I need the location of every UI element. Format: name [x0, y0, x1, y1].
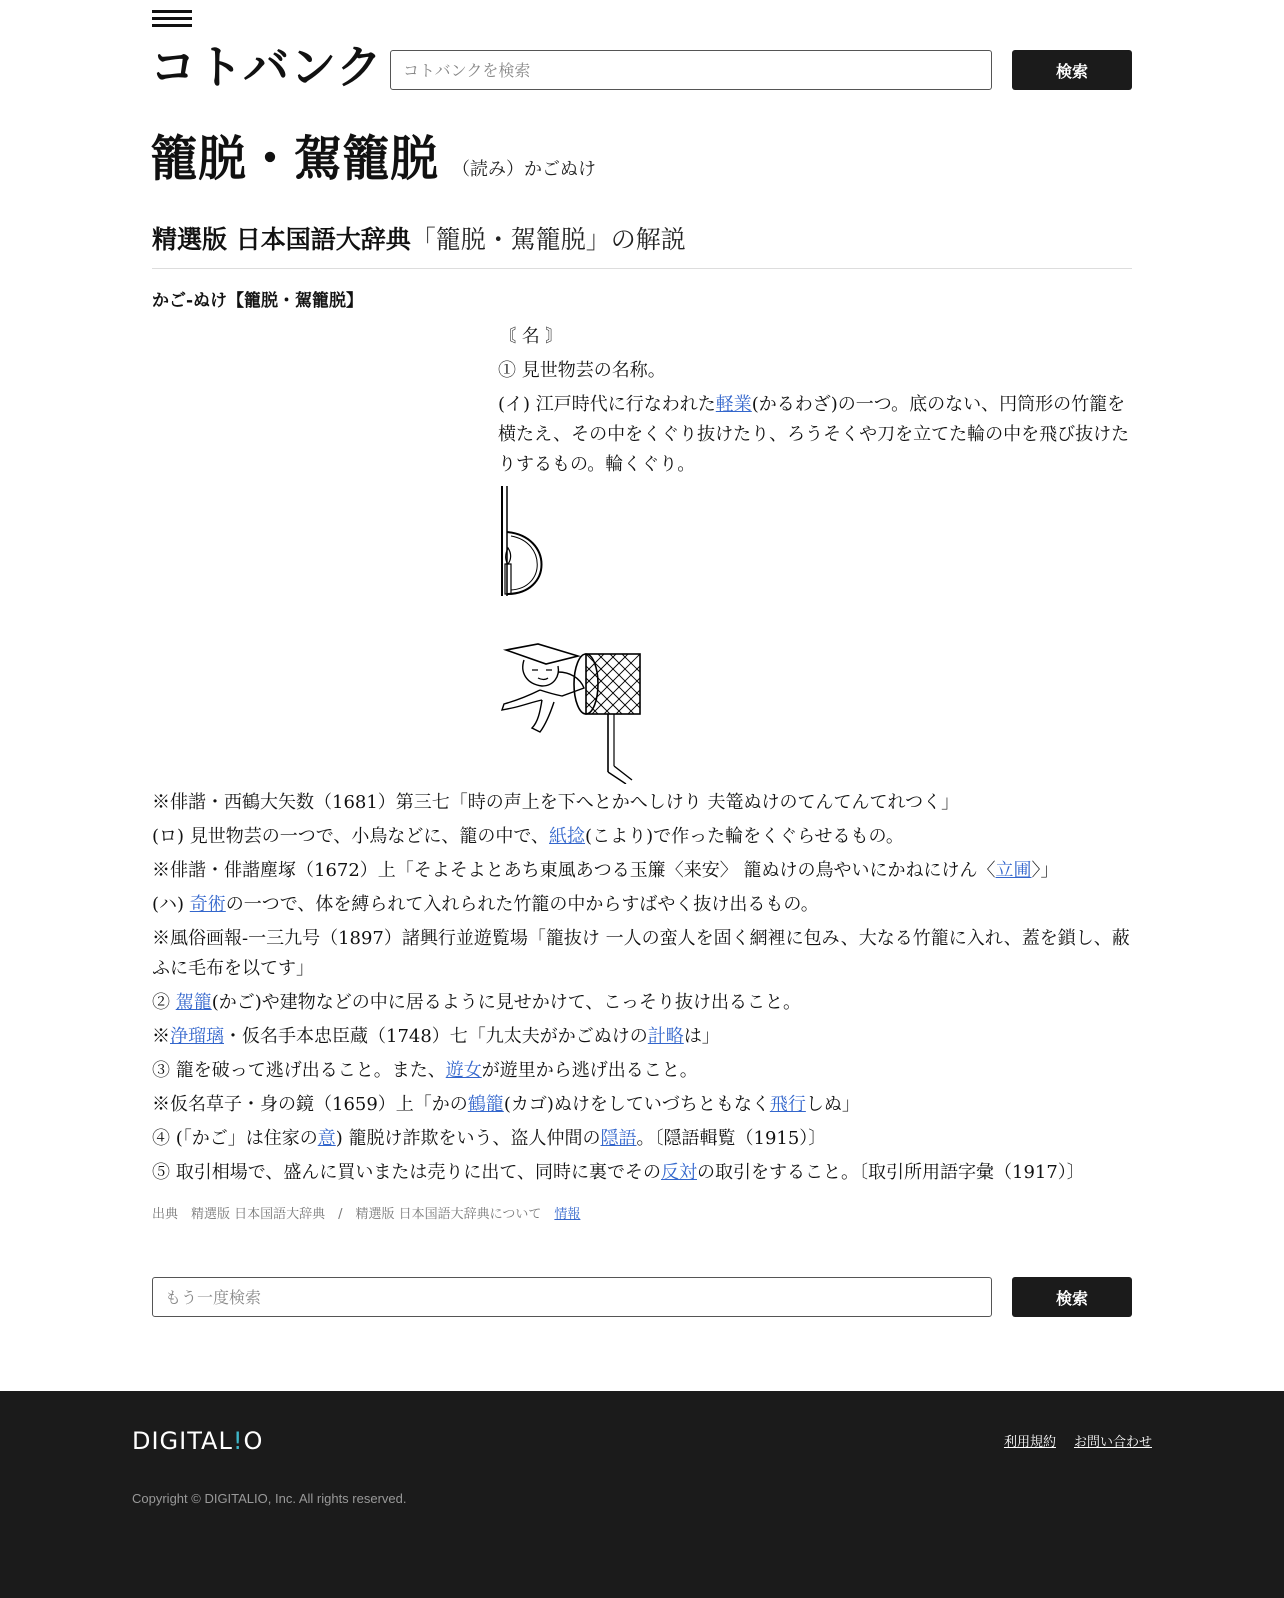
search-button[interactable]: 検索: [1012, 50, 1132, 90]
dictionary-quote: 「籠脱・駕籠脱」の解説: [410, 225, 686, 254]
link-karuwaza[interactable]: 軽業: [715, 394, 752, 415]
citation-1: ※俳諧・西鶴大矢数（1681）第三七「時の声上を下へとかへしけり 夫篭ぬけのてんてんてれつく」: [152, 792, 960, 813]
link-ryuho[interactable]: 立圃: [995, 860, 1032, 881]
site-logo[interactable]: コトバンク: [150, 40, 384, 94]
link-ingo[interactable]: 隠語: [600, 1128, 637, 1149]
terms-link[interactable]: 利用規約: [1003, 1435, 1056, 1450]
citation-5: ※仮名草子・身の鏡（1659）上「かの鶴籠(カゴ)ぬけをしていづちともなく飛行しぬ」: [152, 1094, 860, 1115]
entry-reading: （読み）かごぬけ: [452, 159, 597, 180]
link-kijutsu[interactable]: 奇術: [189, 894, 226, 915]
headword: かご‐ぬけ【籠脱・駕籠脱】: [152, 291, 364, 311]
citation-4: ※浄瑠璃・仮名手本忠臣蔵（1748）七「九太夫がかごぬけの計略は」: [152, 1026, 720, 1047]
entry-title: 籠脱・駕籠脱: [150, 131, 439, 187]
link-hantai[interactable]: 反対: [661, 1162, 697, 1183]
page-title: [150, 120, 596, 189]
link-tsurukago[interactable]: 鶴籠: [467, 1094, 504, 1115]
sense-1-ro: (ロ) 見世物芸の一つで、小鳥などに、籠の中で、紙捻(こより)で作った輪をくぐらせるもの。: [152, 826, 904, 847]
menu-icon[interactable]: [152, 10, 192, 32]
footer-links: [986, 1431, 1152, 1450]
sense-1-i: (イ) 江戸時代に行なわれた軽業(かるわざ)の一つ。底のない、円筒形の竹籠を横たえ、その中をくぐり抜けたり、ろうそくや刀を立てた輪の中を飛び抜けたりするもの。輪くぐり。: [498, 394, 1130, 475]
sense-1: ① 見世物芸の名称。: [498, 360, 666, 381]
sense-2: ② 駕籠(かご)や建物などの中に居るように見せかけて、こっそり抜け出ること。: [152, 992, 802, 1013]
sense-5: ⑤ 取引相場で、盛んに買いまたは売りに出て、同時に裏でその反対の取引をすること。〔取引所用語字彙（1917）〕: [152, 1162, 1085, 1183]
contact-link[interactable]: お問い合わせ: [1073, 1435, 1152, 1450]
link-keiryaku[interactable]: 計略: [647, 1026, 684, 1047]
bottom-search-input[interactable]: [152, 1277, 992, 1317]
part-of-speech: 〘 名 〙: [498, 326, 564, 347]
bottom-search-button[interactable]: 検索: [1012, 1277, 1132, 1317]
copyright: Copyright © DIGITALIO, Inc. All rights reserved.: [132, 1491, 407, 1506]
link-joruri[interactable]: 浄瑠璃: [170, 1026, 224, 1047]
candle-ring-illustration: [498, 486, 558, 602]
source-info-link[interactable]: 情報: [554, 1207, 581, 1222]
link-i[interactable]: 意: [317, 1128, 336, 1149]
digitalio-logo[interactable]: DIGITAL!O: [132, 1427, 264, 1455]
dictionary-heading: [152, 220, 686, 256]
source-text: 出典 精選版 日本国語大辞典 / 精選版 日本国語大辞典について: [152, 1207, 555, 1222]
citation-2: ※俳諧・俳諧塵塚（1672）上「そよそよとあち東風あつる玉簾〈来安〉 籠ぬけの鳥やいにかねにけん〈立圃〉」: [152, 860, 1059, 881]
citation-3: ※風俗画報‐一三九号（1897）諸興行並遊覧場「籠抜け 一人の蛮人を固く網裡に包み、大なる竹籠に入れ、蓋を鎖し、蔽ふに毛布を以てす」: [152, 928, 1130, 979]
sense-1-ha: (ハ) 奇術の一つで、体を縛られて入れられた竹籠の中からすばやく抜け出るもの。: [152, 894, 819, 915]
search-input[interactable]: [390, 50, 992, 90]
dictionary-name: 精選版 日本国語大辞典: [152, 225, 411, 254]
sense-3: ③ 籠を破って逃げ出ること。また、遊女が遊里から逃げ出ること。: [152, 1060, 698, 1081]
link-yujo[interactable]: 遊女: [445, 1060, 482, 1081]
basket-escape-illustration: [498, 642, 648, 784]
sense-4: ④ (「かご」は住家の意) 籠脱け詐欺をいう、盗人仲間の隠語。〔隠語輯覧（1915）〕: [152, 1128, 827, 1149]
divider: [152, 268, 1132, 269]
definition-body: [152, 788, 1132, 1192]
link-hiko[interactable]: 飛行: [769, 1094, 806, 1115]
definition-top: [498, 322, 1132, 484]
footer: [0, 1391, 1284, 1598]
link-koyori[interactable]: 紙捻: [549, 826, 586, 847]
source-line: [152, 1203, 580, 1222]
link-kago[interactable]: 駕籠: [175, 992, 212, 1013]
